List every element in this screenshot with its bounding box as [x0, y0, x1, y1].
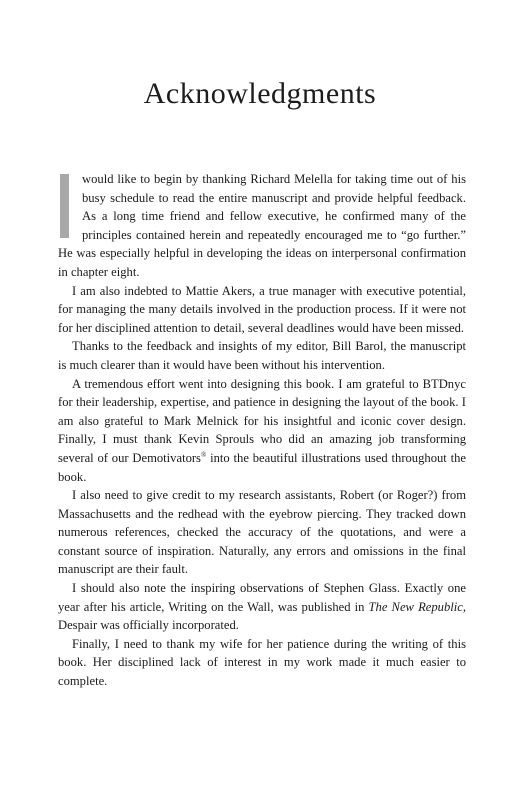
drop-cap	[58, 174, 72, 238]
paragraph-2: I am also indebted to Mattie Akers, a true manager with executive potential, for managing the many details involved in the production process. If it were not for her disciplined attention to detail, several deadlines would have been missed.	[58, 283, 466, 335]
drop-cap-letter	[58, 174, 72, 238]
registered-mark: ®	[200, 450, 207, 459]
paragraph-1-text: would like to begin by thanking Richard Melella for taking time out of his busy schedule to read the entire manuscript and provide helpful feedback. As a long time friend and fellow executive, he confirmed many of the principles contained herein and repeatedly encouraged me to “go further.” He was especially helpful in developing the ideas on interpersonal confirmation in chapter eight.	[58, 172, 466, 279]
paragraph-4-text: A tremendous effort went into designing this book. I am grateful to BTDnyc for their leadership, expertise, and patience in designing the layout of the book. I am also grateful to Mark Melnick for his insightful and iconic cover design. Finally, I must thank Kevin Sprouls who did an amazing job transforming several of our Demotivators	[58, 376, 466, 465]
paragraph-4-text-end: into the beautiful illustrations used throughout the book.	[58, 450, 466, 484]
paragraph-7	[58, 579, 466, 635]
paragraph-4	[58, 375, 466, 487]
page-title: Acknowledgments	[143, 77, 377, 110]
publication-title: The New Republic,	[368, 599, 466, 614]
paragraph-8: Finally, I need to thank my wife for her patience during the writing of this book. Her disciplined lack of interest in my work made it much easier to complete.	[58, 636, 466, 689]
paragraph-6	[58, 486, 466, 579]
paragraph-7-text-end: Despair was officially incorporated.	[58, 618, 239, 633]
paragraph-7-text: I should also note the inspiring observations of Stephen Glass. Exactly one year after his article, Writing on the Wall, was published in	[58, 581, 466, 614]
acknowledgments-body	[58, 170, 466, 691]
paragraph-6-text: I also need to give credit to my research assistants, Robert (or Roger?) from Massachusetts and the redhead with the eyebrow piercing. They tracked down numerous references, checked the accuracy of the quotations, and were a constant source of inspiration. Naturally, any errors and omissions in the final manuscript are their fault.	[58, 488, 466, 577]
paragraph-3: Thanks to the feedback and insights of my editor, Bill Barol, the manuscript is much clearer than it would have been without his intervention.	[58, 339, 466, 372]
paragraph-1	[58, 170, 466, 282]
